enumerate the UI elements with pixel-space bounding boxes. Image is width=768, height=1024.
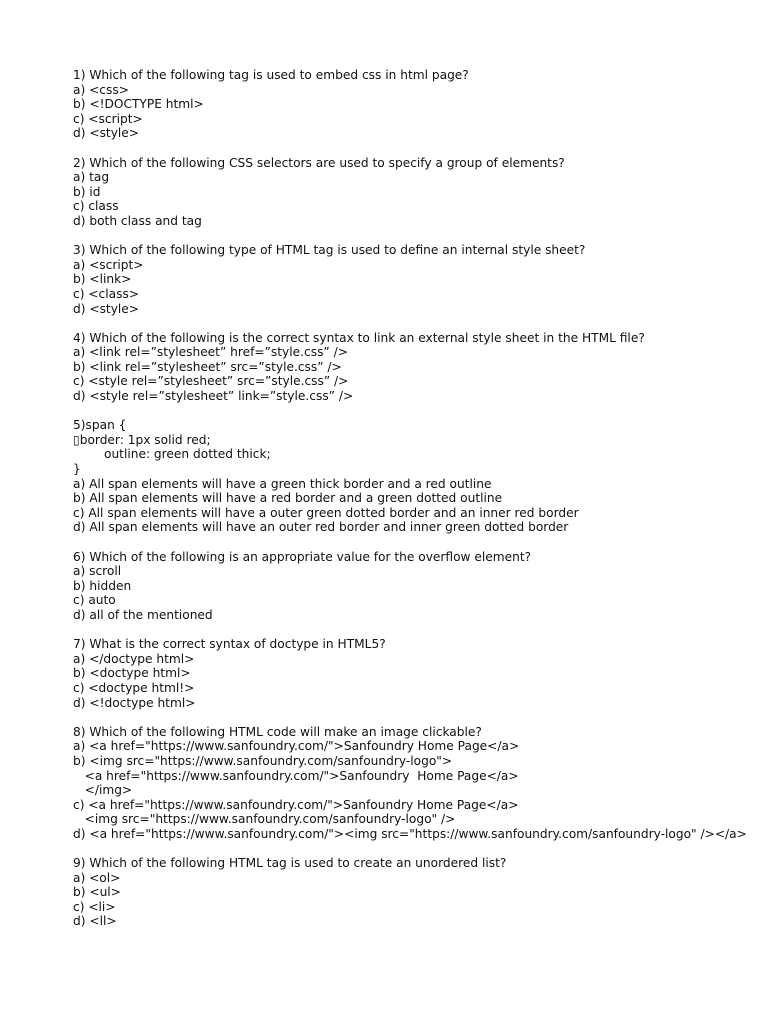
answer-line: outline: green dotted thick; bbox=[73, 447, 271, 462]
question-text: 8) Which of the following HTML code will make an image clickable? bbox=[73, 724, 482, 739]
answer-line: ▯border: 1px solid red; bbox=[73, 432, 211, 447]
answer-line: </img> bbox=[73, 783, 133, 798]
answer-line: c) <style rel=”stylesheet” src=”style.css” /> bbox=[73, 374, 349, 389]
answer-line: a) <script> bbox=[73, 257, 144, 272]
question-block bbox=[73, 156, 763, 229]
answer-line: b) <link> bbox=[73, 272, 132, 287]
answer-line: b) hidden bbox=[73, 578, 132, 593]
question-text: 9) Which of the following HTML tag is used to create an unordered list? bbox=[73, 856, 507, 871]
answer-line: c) <script> bbox=[73, 111, 143, 126]
answer-line: } bbox=[73, 462, 81, 477]
answer-line: d) <style> bbox=[73, 301, 140, 316]
answer-line: <a href="https://www.sanfoundry.com/">Sanfoundry Home Page</a> bbox=[73, 768, 519, 783]
question-block bbox=[73, 243, 763, 316]
answer-line: c) <doctype html!> bbox=[73, 680, 195, 695]
question-text: 3) Which of the following type of HTML tag is used to define an internal style sheet? bbox=[73, 243, 586, 258]
question-block bbox=[73, 725, 763, 842]
answer-line: a) tag bbox=[73, 170, 110, 185]
question-block bbox=[73, 637, 763, 710]
answer-line: b) id bbox=[73, 184, 101, 199]
answer-line: a) <ol> bbox=[73, 870, 121, 885]
question-text: 2) Which of the following CSS selectors are used to specify a group of elements? bbox=[73, 155, 565, 170]
question-block bbox=[73, 68, 763, 141]
question-text: 6) Which of the following is an appropriate value for the overflow element? bbox=[73, 549, 532, 564]
answer-line: d) <ll> bbox=[73, 914, 117, 929]
answer-line: d) <!doctype html> bbox=[73, 695, 196, 710]
question-text: 5)span { bbox=[73, 418, 127, 433]
answer-line: c) <a href="https://www.sanfoundry.com/">Sanfoundry Home Page</a> bbox=[73, 797, 519, 812]
question-block bbox=[73, 550, 763, 623]
answer-line: d) <style> bbox=[73, 126, 140, 141]
answer-line: c) auto bbox=[73, 593, 116, 608]
answer-line: b) <ul> bbox=[73, 885, 121, 900]
answer-line: d) <style rel=”stylesheet” link=”style.css” /> bbox=[73, 389, 354, 404]
question-text: 7) What is the correct syntax of doctype in HTML5? bbox=[73, 637, 386, 652]
question-text: 4) Which of the following is the correct syntax to link an external style sheet in the HTML file? bbox=[73, 330, 645, 345]
answer-line: a) <css> bbox=[73, 82, 129, 97]
answer-line: c) class bbox=[73, 199, 119, 214]
answer-line: a) scroll bbox=[73, 564, 122, 579]
question-block bbox=[73, 331, 763, 404]
question-block bbox=[73, 418, 763, 535]
question-text: 1) Which of the following tag is used to embed css in html page? bbox=[73, 68, 469, 82]
answer-line: d) both class and tag bbox=[73, 213, 202, 228]
answer-line: b) <doctype html> bbox=[73, 666, 191, 681]
answer-line: b) <link rel=”stylesheet” src=”style.css” /> bbox=[73, 359, 342, 374]
question-block bbox=[73, 856, 763, 929]
answer-line: c) <class> bbox=[73, 286, 140, 301]
answer-line: d) all of the mentioned bbox=[73, 607, 213, 622]
answer-line: b) All span elements will have a red border and a green dotted outline bbox=[73, 491, 503, 506]
answer-line: c) <li> bbox=[73, 899, 116, 914]
answer-line: c) All span elements will have a outer green dotted border and an inner red border bbox=[73, 505, 579, 520]
answer-line: d) All span elements will have an outer red border and inner green dotted border bbox=[73, 520, 569, 535]
answer-line: a) <a href="https://www.sanfoundry.com/">Sanfoundry Home Page</a> bbox=[73, 739, 520, 754]
answer-line: b) <img src="https://www.sanfoundry.com/sanfoundry-logo"> bbox=[73, 753, 453, 768]
answer-line: a) All span elements will have a green thick border and a red outline bbox=[73, 476, 492, 491]
answer-line: d) <a href="https://www.sanfoundry.com/"><img src="https://www.sanfoundry.com/sanfoundry-logo" /></a> bbox=[73, 826, 747, 841]
answer-line: a) </doctype html> bbox=[73, 651, 195, 666]
answer-line: <img src="https://www.sanfoundry.com/sanfoundry-logo" /> bbox=[73, 812, 456, 827]
quiz-document bbox=[73, 68, 763, 944]
answer-line: a) <link rel=”stylesheet” href=”style.css” /> bbox=[73, 345, 348, 360]
answer-line: b) <!DOCTYPE html> bbox=[73, 97, 204, 112]
